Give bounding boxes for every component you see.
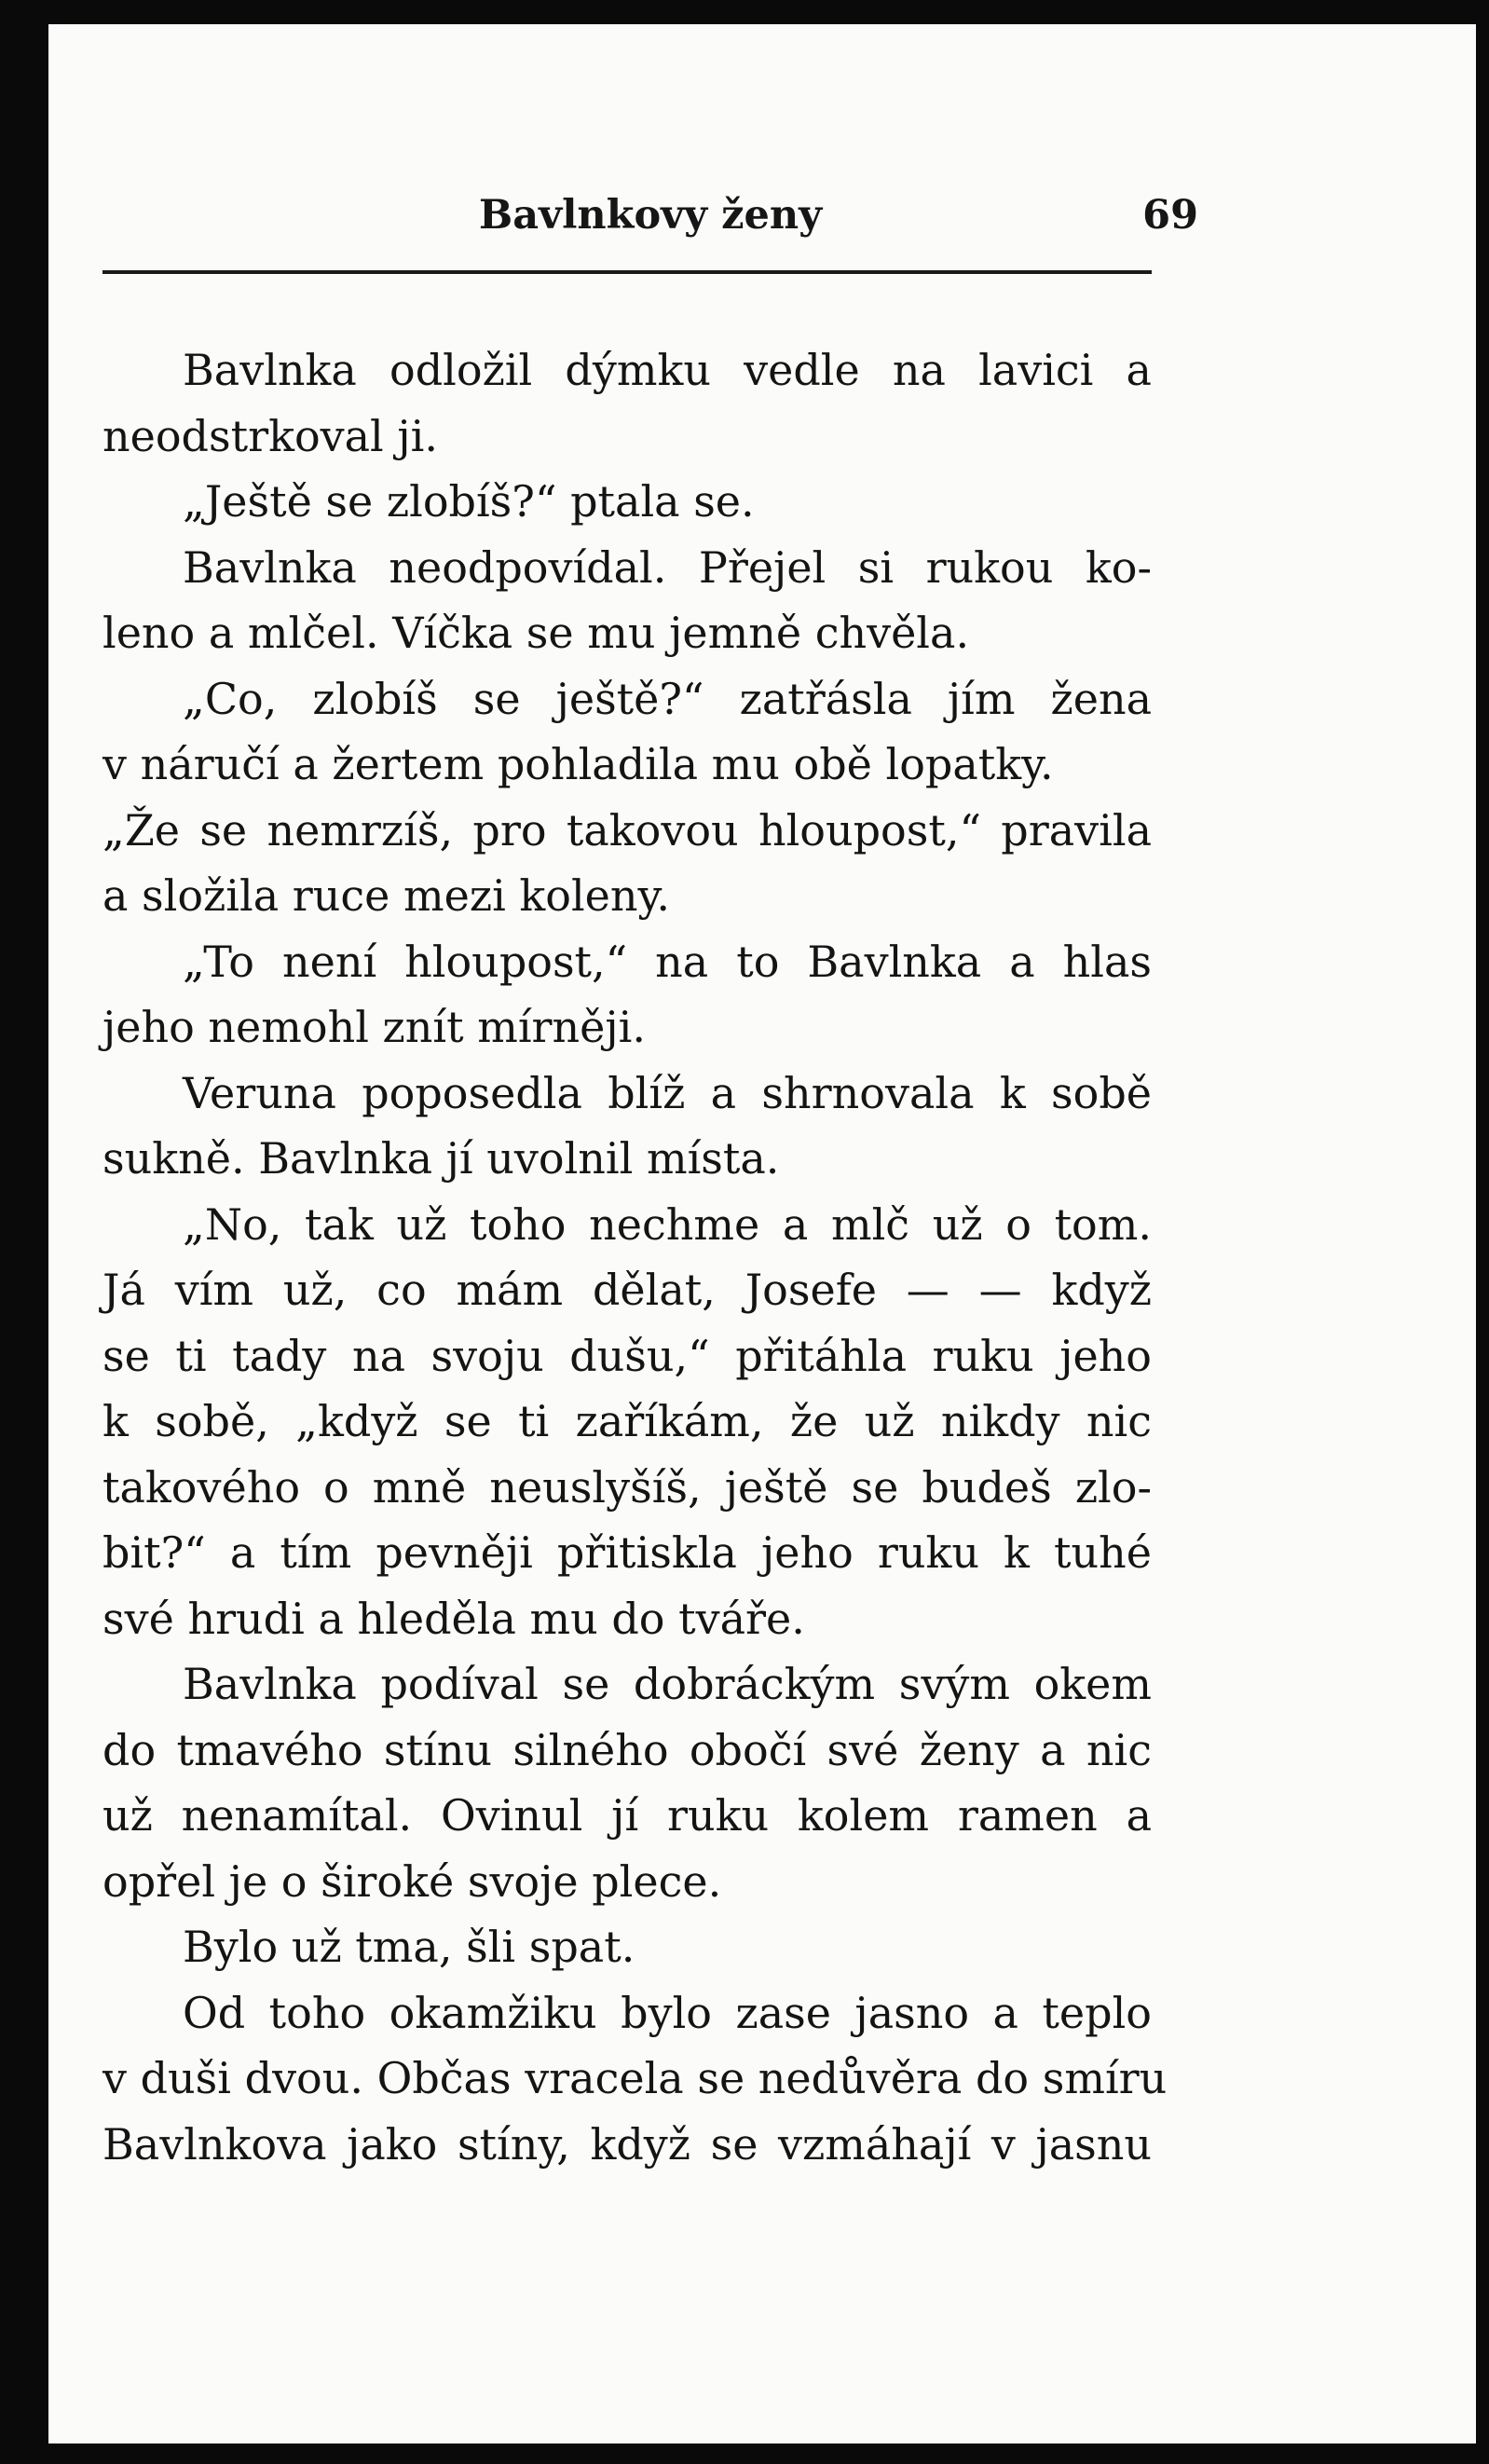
text-line: „No, tak už toho nechme a mlč už o tom. (183, 1198, 1152, 1250)
text-line: Já vím už, co mám dělat, Josefe — — když (102, 1265, 1152, 1315)
text-line: do tmavého stínu silného obočí své ženy a nic (102, 1724, 1152, 1775)
text-line: takového o mně neuslyšíš, ještě se budeš zlo- (102, 1461, 1152, 1513)
text-line: v duši dvou. Občas vracela se nedůvěra do smíru (102, 2053, 1168, 2103)
text-line: opřel je o široké svoje plece. (102, 1855, 722, 1907)
text-line: „Že se nemrzíš, pro takovou hloupost,“ pravila (102, 804, 1152, 856)
text-line: Bylo už tma, šli spat. (183, 1922, 635, 1972)
text-line: neodstrkoval ji. (102, 410, 438, 461)
text-line: „Ještě se zlobíš?“ ptala se. (183, 476, 755, 527)
text-line: jeho nemohl znít mírněji. (102, 1002, 646, 1052)
text-line: své hrudi a hleděla mu do tváře. (102, 1593, 805, 1644)
text-line: a složila ruce mezi koleny. (102, 870, 671, 921)
text-line: „To není hloupost,“ na to Bavlnka a hlas (183, 936, 1152, 987)
text-line: už nenamítal. Ovinul jí ruku kolem ramen a (102, 1790, 1152, 1841)
text-line: sukně. Bavlnka jí uvolnil místa. (102, 1133, 780, 1184)
text-line: Bavlnka neodpovídal. Přejel si rukou ko- (183, 541, 1152, 593)
text-line: k sobě, „když se ti zaříkám, že už nikdy nic (102, 1396, 1152, 1446)
page-header (102, 183, 1198, 244)
text-line: Veruna poposedla blíž a shrnovala k sobě (183, 1067, 1152, 1118)
text-line: Bavlnka odložil dýmku vedle na lavici a (183, 345, 1152, 395)
text-line: Od toho okamžiku bylo zase jasno a teplo (183, 1987, 1152, 2038)
text-line: Bavlnkova jako stíny, když se vzmáhají v jasnu (102, 2118, 1152, 2170)
text-line: „Co, zlobíš se ještě?“ zatřásla jím žena (183, 673, 1152, 724)
text-line: Bavlnka podíval se dobráckým svým okem (183, 1659, 1152, 1709)
body-text (102, 337, 1168, 2177)
text-line: v náručí a žertem pohladila mu obě lopatky. (102, 739, 1054, 789)
text-line: leno a mlčel. Víčka se mu jemně chvěla. (102, 608, 970, 658)
running-title: Bavlnkovy ženy (478, 192, 823, 239)
text-line: bit?“ a tím pevněji přitiskla jeho ruku k tuhé (102, 1527, 1152, 1578)
text-line: se ti tady na svoju dušu,“ přitáhla ruku jeho (102, 1330, 1152, 1381)
page-number: 69 (1142, 192, 1198, 239)
header-rule (102, 270, 1152, 274)
